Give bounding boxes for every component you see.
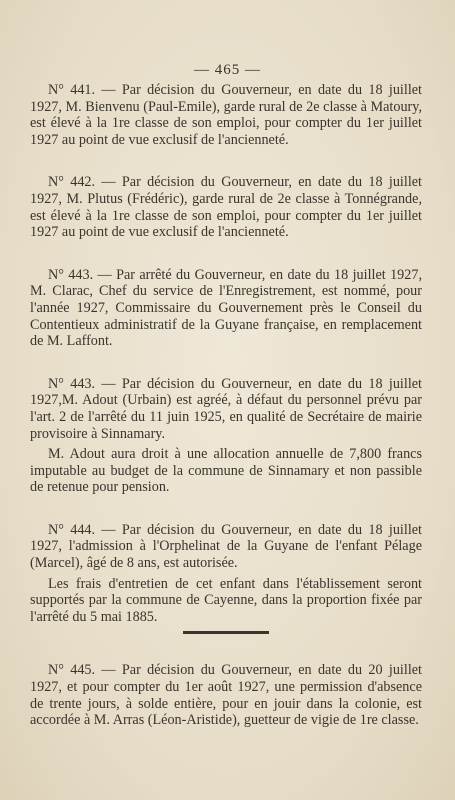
entry-text: N° 441. — Par décision du Gouverneur, en date du 18 juillet 1927, M. Bienvenu (Paul-Emile), garde rural de 2e classe à Matoury, est élevé à la 1re classe de son emploi, pour compter du 1er juillet 1927 au point de vue exclusif de l'ancienneté. xyxy=(30,82,422,148)
entry-subtext: M. Adout aura droit à une allocation annuelle de 7,800 francs imputable au budget de la commune de Sinnamary et non passible de retenue pour pension. xyxy=(30,446,422,496)
entry-445 xyxy=(30,662,422,728)
entry-text: N° 445. — Par décision du Gouverneur, en date du 20 juillet 1927, et pour compter du 1er août 1927, une permission d'absence de trente jours, à solde entière, pour en jouir dans la colonie, est accordée à M. Arras (Léon-Aristide), guetteur de vigie de 1re classe. xyxy=(30,662,422,729)
entry-text: N° 444. — Par décision du Gouverneur, en date du 18 juillet 1927, l'admission à l'Orphelinat de la Guyane de l'enfant Pélage (Marcel), âgé de 8 ans, est autorisée. xyxy=(30,521,422,572)
entry-text: N° 443. — Par arrêté du Gouverneur, en date du 18 juillet 1927, M. Clarac, Chef du service de l'Enregistrement, est nommé, pour l'année 1927, Commissaire du Gouvernement près le Conseil du Contentieux administratif de la Guyane française, en remplacement de M. Laffont. xyxy=(30,266,422,350)
entry-441 xyxy=(30,82,422,148)
page-number: — 465 — xyxy=(194,62,261,78)
entry-443-arrete xyxy=(30,267,422,350)
section-divider xyxy=(183,631,269,634)
text-column xyxy=(30,82,422,755)
entry-text: N° 443. — Par décision du Gouverneur, en date du 18 juillet 1927,M. Adout (Urbain) est agréé, à défaut du personnel prévu par l'art. 2 de l'arrêté du 11 juin 1925, en qualité de Secrétaire de mairie provisoire à Sinnamary. xyxy=(30,375,422,442)
entry-text: N° 442. — Par décision du Gouverneur, en date du 18 juillet 1927, M. Plutus (Frédéric), garde rural de 2e classe à Tonnégrande, est élevé à la 1re classe de son emploi, pour compter du 1er juillet 1927 au point de vue exclusif de l'ancienneté. xyxy=(30,174,422,241)
entry-444 xyxy=(30,522,422,626)
entry-subtext: Les frais d'entretien de cet enfant dans l'établissement seront supportés par la commune de Cayenne, dans la proportion fixée par l'arrêté du 5 mai 1885. xyxy=(30,575,422,625)
entry-443-decision xyxy=(30,376,422,496)
entry-442 xyxy=(30,174,422,240)
